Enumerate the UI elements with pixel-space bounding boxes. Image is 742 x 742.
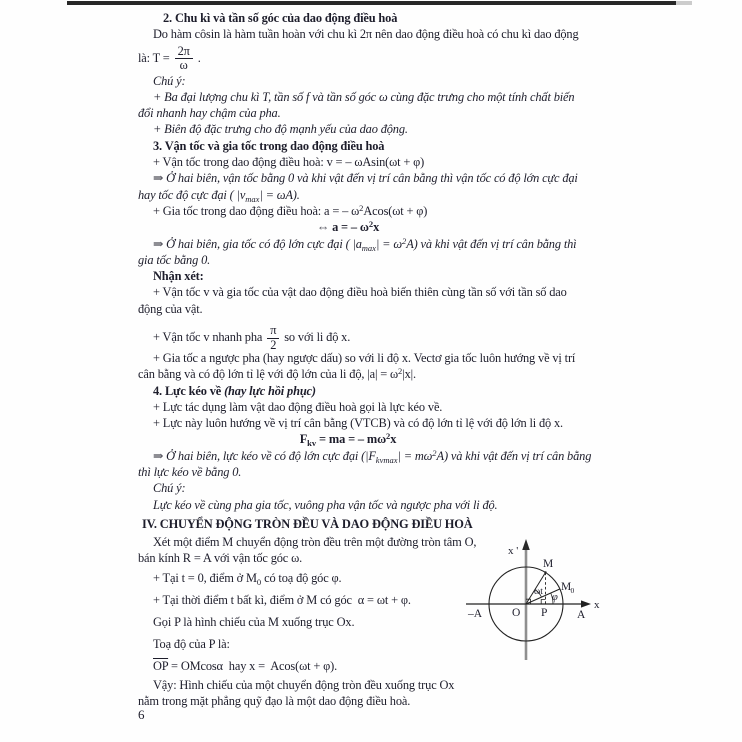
label-angle-omega-t: ωt	[534, 587, 543, 597]
text-run: Xét một điểm M chuyển động tròn đều trên một đường tròn tâm O,	[153, 535, 477, 549]
text-line	[138, 415, 638, 431]
text-run: + Tại t = 0, điểm ở M	[153, 570, 257, 585]
text-run: kv	[307, 438, 317, 449]
text-run: Do hàm côsin là hàm tuần hoàn với chu kì 2π nên dao động điều hoà có chu kì dao động	[153, 27, 579, 42]
text-line	[138, 693, 478, 709]
text-line	[138, 73, 638, 89]
text-run: thì lực kéo về bằng 0.	[138, 465, 242, 480]
text-run: nằm trong mặt phẳng quỹ đạo là một dao động điều hoà.	[138, 693, 411, 708]
label-origin-o: O	[512, 607, 521, 619]
text-run: max	[361, 242, 376, 253]
text-run: 2	[401, 235, 407, 246]
text-run: + Biên độ đặc trưng cho độ mạnh yếu của dao động.	[153, 122, 408, 137]
text-run: Acos(ωt + φ)	[363, 203, 428, 218]
text-run: ⇒ Ở hai biên, gia tốc có độ lớn cực đại ( |a	[153, 236, 362, 251]
text-run: + Vận tốc trong dao động điều hoà: v = – ωAsin(ωt + φ)	[153, 155, 425, 170]
text-run: 3. Vận tốc và gia tốc trong dao động điều hoà	[153, 138, 385, 153]
text-run: 4. Lực kéo về	[153, 383, 225, 398]
text-run: ⇔ a = – ω	[316, 220, 369, 235]
text-line	[138, 366, 638, 382]
text-run: + Ba đại lượng chu kì T, tần số f và tần số góc ω cùng đặc trưng cho một tính chất biến	[153, 89, 575, 104]
text-run: + Vận tốc v nhanh pha	[153, 330, 266, 344]
text-run: đổi nhanh hay chậm của pha.	[138, 106, 281, 121]
text-line	[138, 448, 638, 464]
text-run: 2	[432, 447, 437, 458]
text-run: | = mω	[397, 448, 433, 463]
text-run: kvmax	[375, 454, 398, 465]
page-number: 6	[138, 707, 145, 722]
text-line	[138, 10, 638, 26]
text-line	[138, 26, 638, 42]
text-line	[138, 480, 638, 496]
text-line	[138, 655, 478, 677]
text-line	[138, 464, 638, 480]
text-run: 2	[386, 431, 391, 442]
text-line	[138, 268, 638, 284]
text-line	[138, 203, 638, 219]
text-run: ⇒ Ở hai biên, vận tốc bằng 0 và khi vật đến vị trí cân bằng thì vận tốc có độ lớn cực đại	[153, 171, 578, 186]
right-angle-mark-p	[541, 600, 545, 605]
label-point-p: P	[541, 607, 548, 619]
text-run: 2	[398, 366, 403, 377]
section-2-3-text	[138, 10, 638, 317]
text-run: Gọi P là hình chiếu của M xuống trục Ox.	[153, 614, 355, 629]
text-line	[138, 431, 558, 447]
fraction: $\frac{\pi}{2}$	[267, 324, 279, 352]
text-line	[138, 121, 638, 137]
text-run: hay tốc độ cực đại ( |v	[138, 187, 246, 202]
text-run: | = ωA).	[259, 187, 300, 202]
text-run: F	[299, 432, 308, 447]
label-x-axis: x	[594, 599, 600, 611]
text-line	[138, 516, 638, 532]
text-line	[138, 105, 638, 121]
text-run: 0	[256, 576, 262, 587]
section-3-4-text	[138, 324, 638, 513]
text-run: cân bằng và có độ lớn tỉ lệ với độ lớn của li độ, |a| = ω	[138, 367, 399, 382]
text-line	[138, 43, 638, 73]
text-line	[138, 399, 638, 415]
text-line	[138, 534, 478, 550]
section-iv-text	[138, 534, 478, 709]
vertical-axis-arrowhead	[522, 539, 530, 550]
text-run: bán kính R = A với vận tốc góc ω.	[138, 551, 303, 566]
text-run: | = ω	[375, 236, 402, 251]
label-point-m0-subscript: 0	[570, 586, 575, 595]
text-run: = OMcosα hay x = Acos(ωt + φ).	[168, 658, 338, 673]
text-run: + Lực tác dụng làm vật dao động điều hoà gọi là lực kéo về.	[153, 399, 443, 414]
text-run: 2	[359, 202, 364, 213]
text-line	[138, 89, 638, 105]
text-run: Nhận xét:	[153, 269, 204, 284]
text-run: .	[194, 50, 201, 65]
text-line	[138, 284, 638, 300]
text-line	[138, 138, 638, 154]
circular-motion-diagram	[448, 538, 608, 670]
text-run: (hay lực hồi phục)	[224, 383, 316, 398]
text-run: là: T =	[138, 50, 173, 65]
text-line	[138, 677, 478, 693]
text-run: + Lực này luôn hướng về vị trí cân bằng (VTCB) và có độ lớn tỉ lệ với độ lớn li độ x.	[153, 416, 564, 431]
text-run: $\overline{OP}$	[153, 658, 169, 673]
text-line	[138, 154, 638, 170]
text-line	[138, 170, 638, 186]
text-run: có toạ độ góc φ.	[261, 570, 342, 585]
text-run: Vậy: Hình chiếu của một chuyển động tròn đều xuống trục Ox	[153, 677, 455, 692]
text-line	[138, 633, 478, 655]
text-run: gia tốc bằng 0.	[138, 252, 211, 267]
text-line	[138, 324, 638, 350]
text-run: |x|.	[402, 367, 416, 382]
text-line	[138, 301, 638, 317]
text-run: x	[373, 220, 380, 235]
text-line	[138, 497, 638, 513]
horizontal-axis-arrowhead	[581, 600, 591, 607]
text-run: A) và khi vật đến vị trí cân bằng	[436, 448, 592, 463]
text-run: Lực kéo về cùng pha gia tốc, vuông pha vận tốc và ngược pha với li độ.	[153, 497, 498, 512]
text-run: ⇒ Ở hai biên, lực kéo về có độ lớn cực đại (|F	[153, 448, 376, 463]
text-run: IV. CHUYỂN ĐỘNG TRÒN ĐỀU VÀ DAO ĐỘNG ĐIỀU HOÀ	[142, 517, 473, 531]
label-amplitude-neg: –A	[468, 608, 483, 620]
label-amplitude-pos: A	[577, 609, 586, 621]
section-iv-heading	[138, 516, 638, 532]
text-line	[138, 252, 638, 268]
text-run: Toạ độ của P là:	[153, 636, 230, 651]
text-line	[138, 589, 478, 611]
text-run: + Tại thời điểm t bất kì, điểm ở M có góc α = ωt + φ.	[153, 592, 411, 607]
text-run: + Gia tốc a ngược pha (hay ngược dấu) so với li độ x. Vectơ gia tốc luôn hướng về vị trí	[153, 351, 576, 365]
text-run: 2	[368, 219, 374, 230]
text-run: Chú ý:	[153, 73, 186, 88]
text-run: max	[245, 193, 260, 204]
text-line	[138, 611, 478, 633]
text-run: A) và khi vật đến vị trí cân bằng thì	[406, 236, 577, 251]
text-line	[138, 219, 558, 235]
text-line	[138, 350, 638, 366]
text-line	[138, 187, 638, 203]
label-angle-phi: φ	[552, 592, 558, 603]
text-run: 2. Chu kì và tần số góc của dao động điều hoà	[163, 11, 398, 25]
text-run: x	[390, 432, 397, 447]
text-run: so với li độ x.	[281, 330, 351, 344]
label-point-m0: M	[561, 581, 572, 593]
text-line	[138, 383, 638, 399]
text-run: + Vận tốc v và gia tốc của vật dao động điều hoà biến thiên cùng tần số với tần số dao	[153, 285, 567, 300]
scan-edge-line	[67, 1, 676, 5]
text-line	[138, 236, 638, 252]
text-run: = ma = – mω	[316, 432, 386, 447]
scan-edge-line-tail	[676, 1, 692, 5]
label-point-m: M	[543, 558, 554, 570]
text-line	[138, 567, 478, 589]
text-run: động của vật.	[138, 301, 203, 316]
text-run: Chú ý:	[153, 481, 186, 496]
fraction: $\frac{2\pi}{\omega}$	[175, 45, 193, 73]
text-run: + Gia tốc trong dao động điều hoà: a = – ω	[153, 203, 360, 218]
label-x-prime: x '	[508, 545, 519, 557]
text-line	[138, 550, 478, 566]
